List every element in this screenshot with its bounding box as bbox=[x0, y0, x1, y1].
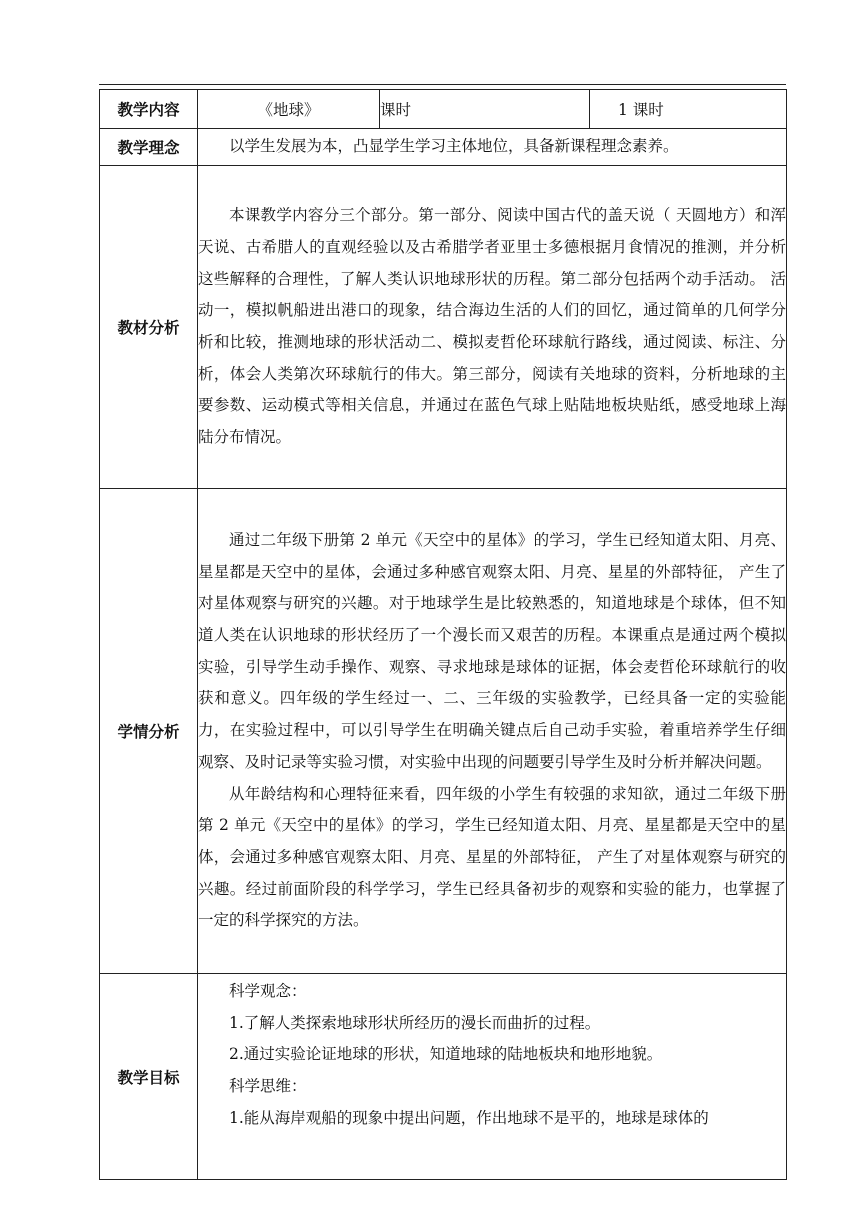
goals-cell bbox=[198, 974, 787, 1180]
material-cell bbox=[198, 166, 787, 489]
goal-line: 2.通过实验论证地球的形状，知道地球的陆地板块和地形地貌。 bbox=[229, 1045, 663, 1064]
student-label: 学情分析 bbox=[100, 489, 198, 974]
material-paragraph: 本课教学内容分三个部分。第一部分、阅读中国古代的盖天说（ 天圆地方）和浑天说、古希腊人的直观经验以及古希腊学者亚里士多德根据月食情况的推测，并分析这些解释的合理性，了解人类认识地球形状的历程。第二部分包括两个动手活动。 活动一，模拟帆船进出港口的现象，结合海边生活的人们的回忆，通过简单的几何学分析和比较，推测地球的形状活动二、模拟麦哲伦环球航行路线，通过阅读、标注、分析，体会人类第次环球航行的伟大。第三部分，阅读有关地球的资料，分析地球的主要参数、运动模式等相关信息，并通过在蓝色气球上贴陆地板块贴纸，感受地球上海陆分布情况。 bbox=[198, 206, 786, 447]
goal-line: 1.能从海岸观船的现象中提出问题，作出地球不是平的，地球是球体的 bbox=[229, 1108, 709, 1127]
content-label: 教学内容 bbox=[100, 90, 198, 129]
row-philosophy bbox=[100, 129, 787, 166]
material-label: 教材分析 bbox=[100, 166, 198, 489]
lesson-plan-table bbox=[99, 89, 787, 1180]
philosophy-label: 教学理念 bbox=[100, 129, 198, 166]
student-paragraph-2: 从年龄结构和心理特征来看，四年级的小学生有较强的求知欲，通过二年级下册第 2 单元《天空中的星体》的学习，学生已经知道太阳、月亮、星星都是天空中的星体，会通过多种感官观察太阳、月亮、星星的外部特征， 产生了对星体观察与研究的兴趣。经过前面阶段的科学学习，学生已经具备初步的观察和实验的能力，也掌握了一定的科学探究的方法。 bbox=[198, 784, 786, 930]
student-paragraph-1: 通过二年级下册第 2 单元《天空中的星体》的学习，学生已经知道太阳、月亮、星星都是天空中的星体，会通过多种感官观察太阳、月亮、星星的外部特征， 产生了对星体观察与研究的兴趣。对于地球学生是比较熟悉的，知道地球是个球体，但不知道人类在认识地球的形状经历了一个漫长而又艰苦的历程。本课重点是通过两个模拟实验，引导学生动手操作、观察、寻求地球是球体的证据，体会麦哲伦环球航行的收获和意义。四年级的学生经过一、二、三年级的实验教学，已经具备一定的实验能力，在实验过程中，可以引导学生在明确关键点后自己动手实验，着重培养学生仔细观察、及时记录等实验习惯，对实验中出现的问题要引导学生及时分析并解决问题。 bbox=[198, 530, 786, 771]
student-cell bbox=[198, 489, 787, 974]
goals-label: 教学目标 bbox=[100, 974, 198, 1180]
row-student bbox=[100, 489, 787, 974]
row-material bbox=[100, 166, 787, 489]
row-content bbox=[100, 90, 787, 129]
goal-line: 科学思维： bbox=[229, 1077, 307, 1096]
period-value: 1 课时 bbox=[590, 90, 787, 129]
row-goals bbox=[100, 974, 787, 1180]
period-label: 课时 bbox=[380, 90, 590, 129]
goal-line: 科学观念： bbox=[229, 982, 307, 1000]
philosophy-text: 以学生发展为本，凸显学生学习主体地位，具备新课程理念素养。 bbox=[229, 137, 679, 156]
goal-line: 1.了解人类探索地球形状所经历的漫长而曲折的过程。 bbox=[229, 1013, 601, 1032]
content-value: 《地球》 bbox=[198, 90, 380, 129]
philosophy-cell bbox=[198, 129, 787, 166]
top-rule bbox=[99, 84, 786, 85]
